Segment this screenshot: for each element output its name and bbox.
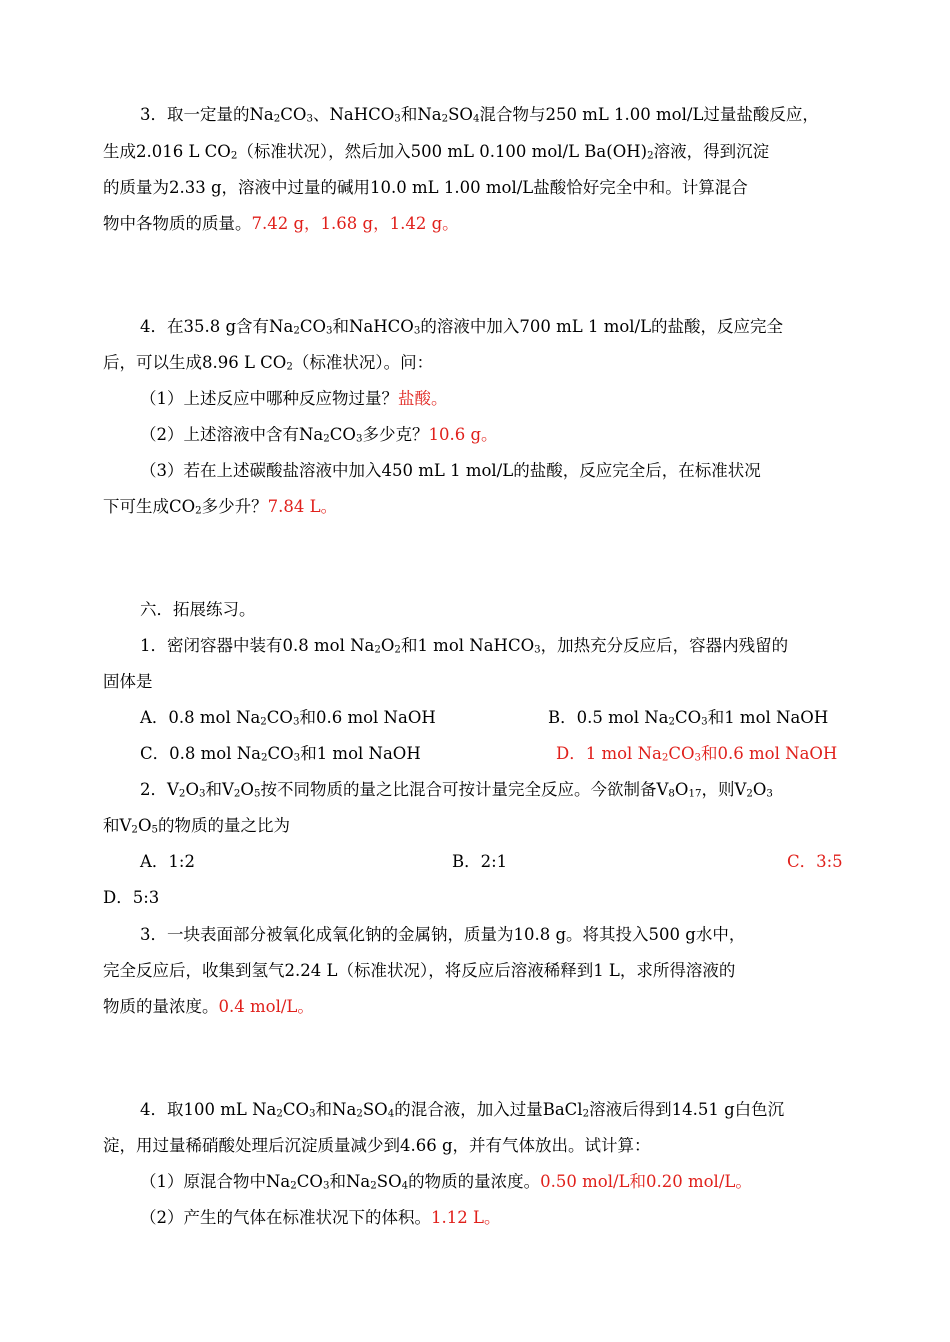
- e4-answer2: 1.12 L。: [431, 1208, 501, 1227]
- e4-answer1: 0.50 mol/L和0.20 mol/L。: [540, 1172, 752, 1191]
- e1-option-c: C．0.8 mol $Na_2CO_3$和1 mol NaOH: [140, 744, 421, 764]
- p3-line2: 生成2.016 L $CO_2$（标准状况），然后加入500 mL 0.100 mol/L $Ba(OH)_2$溶液，得到沉淀: [103, 142, 770, 162]
- p4-answer3: 7.84 L。: [267, 497, 338, 516]
- e1-option-a: A．0.8 mol $Na_2CO_3$和0.6 mol NaOH: [140, 708, 436, 728]
- section-title: 六．拓展练习。: [140, 600, 256, 619]
- e1-line1: 1．密闭容器中装有0.8 mol $Na_2O_2$和1 mol NaHCO$_3$，加热充分反应后，容器内残留的: [140, 636, 789, 656]
- e3-answer: 0.4 mol/L。: [218, 997, 314, 1016]
- p4-line2: 后，可以生成8.96 L $CO_2$（标准状况）。问：: [103, 353, 434, 373]
- p4-q3-cont: 下可生成$CO_2$多少升？7.84 L。: [103, 497, 338, 517]
- e2-option-a: A．1:2: [140, 852, 195, 871]
- p4-q1: （1）上述反应中哪种反应物过量？盐酸。: [140, 389, 448, 408]
- e2-line2: 和$V_2O_5$的物质的量之比为: [103, 816, 290, 836]
- p4-answer2: 10.6 g。: [428, 425, 498, 444]
- p4-q2: （2）上述溶液中含有$Na_2CO_3$多少克？10.6 g。: [140, 425, 498, 445]
- p3-answer: 7.42 g，1.68 g，1.42 g。: [251, 214, 459, 233]
- e3-line2: 完全反应后，收集到氢气2.24 L（标准状况），将反应后溶液稀释到1 L，求所得溶液的: [103, 961, 736, 980]
- e2-option-b: B．2:1: [452, 852, 508, 871]
- e2-option-c: C．3:5: [787, 852, 843, 871]
- e1-option-d: D．1 mol $Na_2CO_3$和0.6 mol NaOH: [556, 744, 838, 764]
- p4-q3: （3）若在上述碳酸盐溶液中加入450 mL 1 mol/L的盐酸，反应完全后，在标准状况: [140, 461, 761, 480]
- p3-line4: 物中各物质的质量。7.42 g，1.68 g，1.42 g。: [103, 214, 459, 233]
- e4-line2: 淀，用过量稀硝酸处理后沉淀质量减少到4.66 g，并有气体放出。试计算：: [103, 1136, 651, 1155]
- e3-line1: 3．一块表面部分被氧化成氧化钠的金属钠，质量为10.8 g。将其投入500 g水中，: [140, 925, 746, 944]
- e4-line1: 4．取100 mL $Na_2CO_3$和$Na_2SO_4$的混合液，加入过量BaCl$_2$溶液后得到14.51 g白色沉: [140, 1100, 785, 1120]
- e3-line3: 物质的量浓度。0.4 mol/L。: [103, 997, 314, 1016]
- p4-line1: 4．在35.8 g含有$Na_2CO_3$和NaHCO$_3$的溶液中加入700 mL 1 mol/L的盐酸，反应完全: [140, 317, 784, 337]
- e4-q2: （2）产生的气体在标准状况下的体积。1.12 L。: [140, 1208, 501, 1227]
- e1-option-b: B．0.5 mol $Na_2CO_3$和1 mol NaOH: [548, 708, 829, 728]
- e4-q1: （1）原混合物中$Na_2CO_3$和$Na_2SO_4$的物质的量浓度。0.50 mol/L和0.20 mol/L。: [140, 1172, 752, 1192]
- e2-option-d: D．5:3: [103, 888, 160, 907]
- p3-line1: 3．取一定量的$Na_2CO_3$、NaHCO$_3$和$Na_2SO_4$混合物与250 mL 1.00 mol/L过量盐酸反应，: [140, 105, 819, 125]
- e2-line1: 2．$V_2O_3$和$V_2O_5$按不同物质的量之比混合可按计量完全反应。今欲制备$V_8O_{17}$，则$V_2O_3$: [140, 780, 773, 800]
- p3-line3: 的质量为2.33 g，溶液中过量的碱用10.0 mL 1.00 mol/L盐酸恰好完全中和。计算混合: [103, 178, 748, 197]
- e1-line2: 固体是: [103, 672, 153, 691]
- p4-answer1: 盐酸。: [398, 389, 448, 408]
